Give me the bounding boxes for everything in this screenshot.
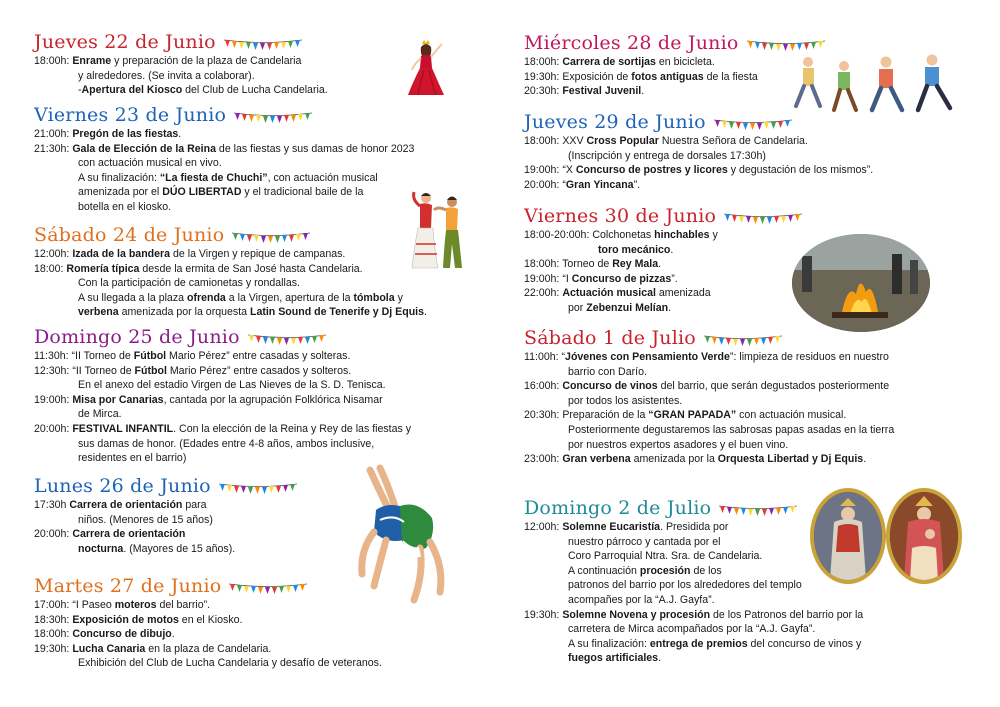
event-text: de las fiestas y sus damas de honor 2023 (215, 142, 415, 155)
event-text: barrio con Darío. (568, 365, 647, 378)
event-text: del barrio, que serán degustados posteriormente (657, 380, 890, 393)
bunting-icon (224, 38, 302, 50)
event-time: 22:00h: (524, 287, 560, 300)
event-line (34, 171, 474, 186)
event-text: . (641, 85, 645, 98)
event-highlight: Zebenzui Melían (586, 301, 669, 314)
day-title: Jueves 22 de Junio (34, 31, 216, 53)
event-text: de Mirca. (78, 408, 122, 421)
event-text: Con la participación de camionetas y rondallas. (78, 277, 301, 290)
event-highlight: Enrame (72, 55, 112, 67)
event-time: 11:00h: (524, 351, 559, 363)
event-line (34, 627, 474, 642)
event-text: . (658, 652, 662, 665)
event-time: 12:00h: (524, 521, 560, 533)
event-list (524, 134, 964, 192)
event-line (34, 276, 474, 291)
event-text: Mario Pérez” entre casados y solteros. (166, 364, 352, 377)
event-text: “ (562, 178, 566, 191)
event-line (524, 578, 964, 593)
bunting-icon (234, 111, 312, 123)
event-text: “II Torneo de (71, 350, 134, 362)
day-sabado-1 (524, 326, 964, 467)
event-time: 18:00h: (524, 56, 560, 68)
event-time: 19:30h: (34, 642, 70, 655)
event-text: . (Mayores de 15 años). (123, 542, 236, 555)
event-time: 19:30h: (524, 608, 560, 621)
event-text: “ (561, 351, 566, 363)
event-time: 18:00-20:00h: (524, 229, 590, 241)
event-line (524, 651, 964, 666)
virgin-portrait-left (810, 488, 886, 584)
bunting-icon (232, 231, 310, 243)
event-text: (Inscripción y entrega de dorsales 17:30h) (568, 149, 766, 162)
event-line (34, 407, 474, 422)
event-text: residentes en el barrio) (78, 452, 187, 465)
event-text: “I (562, 272, 572, 285)
event-text: con actuación musical. (736, 409, 847, 422)
day-header (524, 31, 964, 53)
event-highlight: fuegos artificiales (568, 652, 659, 665)
event-text: . Presidida por (660, 521, 729, 533)
event-text: botella en el kiosko. (78, 200, 172, 213)
event-line (524, 379, 964, 394)
event-text: . (171, 628, 175, 641)
event-time: 21:00h: (34, 128, 70, 140)
day-header (524, 204, 964, 226)
event-text: Coro Parroquial Ntra. Sra. de Candelaria. (568, 550, 763, 563)
event-time: 12:30h: (34, 364, 70, 377)
event-list (524, 350, 964, 467)
event-text: desde la ermita de San José hasta Candelaria. (139, 262, 363, 275)
event-text: Nuestra Señora de Candelaria. (658, 135, 808, 147)
event-text: y degustación de los mismos”. (727, 164, 874, 177)
event-highlight: ofrenda (186, 291, 226, 304)
event-list (34, 349, 474, 466)
event-line (524, 394, 964, 409)
event-text: ”. (633, 178, 641, 191)
event-text: ”: limpieza de residuos en nuestro (729, 351, 889, 363)
event-highlight: moteros (114, 599, 157, 611)
bunting-icon (747, 39, 825, 51)
event-highlight: Carrera de orientación (72, 528, 186, 541)
runners-illustration (792, 54, 962, 116)
event-text: Preparación de la (562, 409, 649, 422)
event-highlight: Orquesta Libertad y Dj Equis (717, 453, 864, 466)
event-text: XXV (562, 135, 587, 147)
event-time: 11:30h: (34, 350, 69, 362)
event-highlight: Pregón de las fiestas (72, 128, 179, 140)
event-line (34, 422, 474, 437)
event-text: A continuación (568, 564, 640, 577)
dancing-couple-illustration (408, 188, 470, 270)
event-line (34, 364, 474, 379)
event-highlight: procesión (639, 564, 691, 577)
event-text: y (709, 229, 718, 241)
event-time: 18:00h: (34, 55, 70, 67)
event-line (524, 637, 964, 652)
event-line (34, 156, 474, 171)
event-text: del barrio”. (156, 599, 211, 611)
event-time: 18:00h: (34, 628, 70, 641)
event-time: 20:00h: (524, 178, 560, 191)
event-text: en el Kiosko. (178, 613, 243, 626)
event-text: . Con la elección de la Reina y Rey de las fiestas y (173, 422, 412, 435)
event-text: . (424, 306, 427, 319)
event-text: - (78, 84, 82, 97)
event-text: . (668, 301, 672, 314)
event-highlight: Gran Yincana (565, 178, 634, 191)
event-highlight: Carrera de orientación (69, 499, 183, 511)
event-line (34, 393, 474, 408)
virgin-child-figure-icon (890, 492, 958, 580)
event-text: “II Torneo de (72, 364, 135, 377)
event-line (524, 178, 964, 193)
event-text: “I Paseo (72, 599, 115, 611)
event-text: amenizada por la (630, 453, 718, 466)
event-line (34, 378, 474, 393)
event-time: 20:00h: (34, 422, 70, 435)
event-time: 20:30h: (524, 85, 560, 98)
event-text: ”. (671, 272, 678, 285)
event-text: A su llegada a la plaza (78, 291, 187, 304)
event-line (34, 142, 474, 157)
bonfire-scene-icon (792, 234, 930, 332)
event-text: de la fiesta (703, 70, 758, 83)
event-text: Colchonetas (589, 229, 655, 241)
event-highlight: Izada de la bandera (72, 248, 171, 260)
event-highlight: Romería típica (66, 262, 140, 275)
event-highlight: Jóvenes con Pensamiento Verde (565, 351, 730, 363)
event-line (524, 593, 964, 608)
event-line (524, 228, 964, 243)
event-text: a la Virgen, apertura de la (225, 291, 354, 304)
event-highlight: Concurso de postres y licores (575, 164, 728, 177)
event-highlight: Actuación musical (562, 287, 656, 300)
event-time: 20:30h: (524, 409, 560, 422)
event-text: amenizada (655, 287, 711, 300)
event-text: por nuestros expertos asadores y el buen vino. (568, 438, 789, 451)
event-text: patronos del barrio por los alrededores del templo (568, 579, 802, 592)
event-text: y el tradicional baile de la (241, 186, 364, 199)
event-text: carretera de Mirca acompañados por la “A.J. Gayfa”. (568, 623, 816, 636)
event-text: , cantada por la agrupación Folklórica Nisamar (163, 393, 383, 406)
event-time: 18:00h: (524, 135, 560, 147)
day-title: Viernes 23 de Junio (34, 104, 227, 126)
day-title: Viernes 30 de Junio (524, 205, 717, 227)
event-highlight: Gran verbena (562, 453, 631, 466)
event-highlight: fotos antiguas (631, 70, 704, 83)
event-line (524, 608, 964, 623)
bunting-icon (219, 482, 297, 494)
event-highlight: Concurso de vinos (562, 380, 658, 393)
event-line (524, 438, 964, 453)
event-text: de los (690, 564, 722, 577)
event-text: . (670, 243, 674, 256)
event-time: 16:00h: (524, 380, 560, 393)
event-text: y preparación de la plaza de Candelaria (111, 55, 302, 67)
event-text: del Club de Lucha Candelaria. (182, 84, 328, 97)
day-jueves-29 (524, 110, 964, 192)
event-line (34, 127, 474, 142)
event-line (34, 656, 474, 671)
bunting-icon (248, 333, 326, 345)
event-time: 17:30h (34, 499, 67, 511)
event-highlight: DÚO LIBERTAD (162, 186, 242, 199)
day-header (34, 103, 474, 125)
event-text: en la plaza de Candelaria. (145, 642, 272, 655)
event-highlight: Exposición de motos (72, 613, 179, 626)
event-highlight: “GRAN PAPADA” (648, 409, 737, 422)
event-text: por todos los asistentes. (568, 394, 683, 407)
event-line (524, 423, 964, 438)
day-title: Domingo 2 de Julio (524, 497, 712, 519)
event-text: Mario Pérez” entre casadas y solteras. (166, 350, 351, 362)
event-time: 19:00h: (34, 393, 70, 406)
event-text: Posteriormente degustaremos las sabrosas papas asadas en la tierra (568, 423, 895, 436)
event-time: 18:00h: (524, 258, 560, 271)
event-text: para (182, 499, 207, 511)
event-highlight: Latin Sound de Tenerife y Dj Equis (249, 306, 424, 319)
event-text: A su finalización: (568, 637, 650, 650)
event-highlight: Fútbol (133, 350, 167, 362)
day-header (34, 325, 474, 347)
event-line (524, 452, 964, 467)
bunting-icon (704, 334, 782, 346)
event-highlight: Solemne Eucaristía (562, 521, 661, 533)
event-highlight: toro mecánico (598, 243, 671, 256)
event-text: , con actuación musical (267, 171, 378, 184)
day-header (524, 326, 964, 348)
event-text: “X (562, 164, 576, 177)
day-title: Miércoles 28 de Junio (524, 32, 739, 54)
event-highlight: Cross Popular (586, 135, 659, 147)
event-highlight: Carrera de sortijas (562, 56, 656, 68)
event-line (34, 642, 474, 657)
event-line (34, 349, 474, 364)
event-text: A su finalización: (78, 171, 160, 184)
event-line (524, 134, 964, 149)
event-text: amenizada por la orquesta (118, 306, 250, 319)
event-highlight: FESTIVAL INFANTIL (72, 422, 174, 435)
event-line (524, 163, 964, 178)
wrestlers-illustration (340, 462, 456, 612)
event-time: 21:30h: (34, 142, 70, 155)
event-line (524, 149, 964, 164)
event-text: en bicicleta. (655, 56, 715, 68)
event-highlight: Concurso de pizzas (571, 272, 672, 285)
event-text: sus damas de honor. (Edades entre 4-8 años, ambos inclusive, (78, 437, 375, 450)
event-text: con actuación musical en vivo. (78, 157, 222, 170)
event-highlight: Gala de Elección de la Reina (72, 142, 216, 155)
day-title: Martes 27 de Junio (34, 575, 222, 597)
event-text: y (394, 291, 403, 304)
event-text: . (178, 128, 182, 140)
virgin-figure-icon (814, 492, 882, 580)
event-text: niños. (Menores de 15 años) (78, 513, 213, 526)
day-title: Sábado 24 de Junio (34, 224, 225, 246)
event-highlight: Lucha Canaria (72, 642, 146, 655)
event-text: . (658, 258, 662, 271)
event-highlight: Solemne Novena y procesión (562, 608, 711, 621)
event-text: nuestro párroco y cantada por el (568, 535, 721, 548)
event-time: 19:30h: (524, 70, 560, 83)
queen-illustration (402, 38, 452, 96)
day-title: Jueves 29 de Junio (524, 111, 706, 133)
event-highlight: nocturna (78, 542, 124, 555)
event-highlight: Apertura del Kiosco (81, 84, 183, 97)
event-text: del concurso de vinos y (747, 637, 862, 650)
day-title: Lunes 26 de Junio (34, 475, 211, 497)
bunting-icon (719, 504, 797, 516)
event-text: acompañes por la “A.J. Gayfa”. (568, 593, 715, 606)
event-line (34, 437, 474, 452)
event-highlight: Rey Mala (612, 258, 659, 271)
day-title: Sábado 1 de Julio (524, 327, 696, 349)
event-highlight: Misa por Canarias (72, 393, 164, 406)
event-text: Torneo de (562, 258, 613, 271)
event-text: de los Patronos del barrio por la (710, 608, 864, 621)
event-line (524, 622, 964, 637)
virgin-portrait-right (886, 488, 962, 584)
day-domingo-25 (34, 325, 474, 466)
event-text: Exhibición del Club de Lucha Candelaria y desafío de veteranos. (78, 657, 382, 670)
event-line (524, 365, 964, 380)
event-line (524, 350, 964, 365)
event-highlight: entrega de premios (649, 637, 748, 650)
event-text: . (863, 453, 867, 466)
event-highlight: tómbola (353, 291, 395, 304)
event-text: por (568, 301, 587, 314)
event-line (524, 408, 964, 423)
event-time: 23:00h: (524, 453, 560, 466)
event-highlight: “La fiesta de Chuchi” (159, 171, 268, 184)
event-time: 18:00: (34, 262, 64, 275)
bunting-icon (229, 582, 307, 594)
event-time: 12:00h: (34, 248, 70, 260)
day-title: Domingo 25 de Junio (34, 326, 240, 348)
event-time: 19:00h: (524, 272, 560, 285)
event-time: 18:30h: (34, 613, 70, 626)
event-text: amenizada por el (78, 186, 163, 199)
event-highlight: hinchables (654, 229, 710, 241)
event-text: En el anexo del estadio Virgen de Las Nieves de la S. D. Tenisca. (78, 379, 386, 392)
bunting-icon (724, 212, 802, 224)
event-highlight: Concurso de dibujo (72, 628, 172, 641)
event-highlight: Festival Juvenil (562, 85, 642, 98)
bonfire-photo (792, 234, 930, 332)
event-time: 19:00h: (524, 164, 560, 177)
event-highlight: verbena (78, 306, 119, 319)
event-text: Exposición de (562, 70, 632, 83)
event-line (34, 291, 474, 306)
event-time: 17:00h: (34, 599, 70, 611)
event-text: de la Virgen y repique de campanas. (170, 248, 346, 260)
event-time: 20:00h: (34, 528, 70, 541)
bunting-icon (714, 118, 792, 130)
event-line (34, 613, 474, 628)
event-highlight: Fútbol (134, 364, 167, 377)
event-line (34, 305, 474, 320)
event-text: y alrededores. (Se invita a colaborar). (78, 69, 255, 82)
